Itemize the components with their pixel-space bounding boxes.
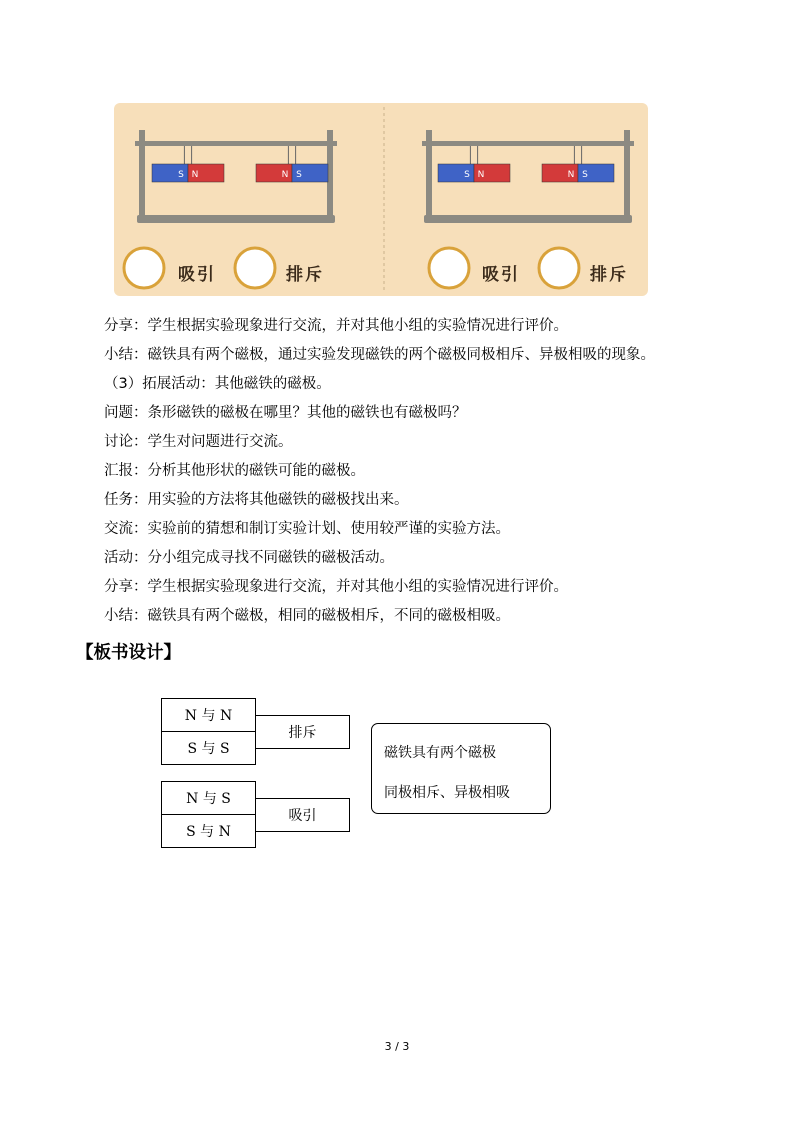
board-design-heading: 【板书设计】 xyxy=(76,643,181,663)
page-number: 3 / 3 xyxy=(384,1040,410,1053)
magnet-right-pole-label: N xyxy=(477,170,485,180)
paragraph-exchange: 交流：实验前的猜想和制订实验计划、使用较严谨的实验方法。 xyxy=(104,521,510,537)
magnet-right-pole-label: S xyxy=(296,170,302,180)
pair-s-s-box: S 与 S xyxy=(161,731,256,765)
paragraph-question: 问题：条形磁铁的磁极在哪里？其他的磁铁也有磁极吗？ xyxy=(104,405,467,421)
paragraph-task: 任务：用实验的方法将其他磁铁的磁极找出来。 xyxy=(104,492,409,508)
answer-circle xyxy=(429,248,469,288)
magnet-left-pole-label: S xyxy=(178,170,184,180)
attract-label: 吸引 xyxy=(178,265,216,285)
paragraph-report: 汇报：分析其他形状的磁铁可能的磁极。 xyxy=(104,463,365,479)
paragraph-summary-2: 小结：磁铁具有两个磁极，相同的磁极相斥，不同的磁极相吸。 xyxy=(104,608,510,624)
paragraph-extension: （3）拓展活动：其他磁铁的磁极。 xyxy=(104,376,331,392)
stand-top-bar xyxy=(135,141,337,146)
stand-base xyxy=(424,215,632,223)
stand-base xyxy=(137,215,335,223)
paragraph-discussion: 讨论：学生对问题进行交流。 xyxy=(104,434,293,450)
summary-line-1: 磁铁具有两个磁极 xyxy=(384,745,496,761)
magnet-left-pole-label: S xyxy=(464,170,470,180)
magnet-right-pole-label: S xyxy=(582,170,588,180)
result-attract-box: 吸引 xyxy=(255,798,350,832)
answer-circle xyxy=(124,248,164,288)
magnet-right-pole-label: N xyxy=(191,170,199,180)
paragraph-share: 分享：学生根据实验现象进行交流，并对其他小组的实验情况进行评价。 xyxy=(104,318,568,334)
answer-circle xyxy=(539,248,579,288)
attract-label: 吸引 xyxy=(482,265,520,285)
magnet-left-pole-label: N xyxy=(567,170,575,180)
repel-label: 排斥 xyxy=(590,265,628,285)
result-repel-box: 排斥 xyxy=(255,715,350,749)
pair-n-s-box: N 与 S xyxy=(161,781,256,815)
repel-label: 排斥 xyxy=(286,265,324,285)
paragraph-share-2: 分享：学生根据实验现象进行交流，并对其他小组的实验情况进行评价。 xyxy=(104,579,568,595)
paragraph-activity: 活动：分小组完成寻找不同磁铁的磁极活动。 xyxy=(104,550,394,566)
magnet-experiment-figure xyxy=(114,103,648,296)
pair-n-n-box: N 与 N xyxy=(161,698,256,732)
answer-circle xyxy=(235,248,275,288)
pair-s-n-box: S 与 N xyxy=(161,814,256,848)
paragraph-summary: 小结：磁铁具有两个磁极，通过实验发现磁铁的两个磁极同极相斥、异极相吸的现象。 xyxy=(104,347,655,363)
stand-top-bar xyxy=(422,141,634,146)
summary-line-2: 同极相斥、异极相吸 xyxy=(384,785,510,801)
magnet-left-pole-label: N xyxy=(281,170,289,180)
summary-box xyxy=(371,723,551,814)
